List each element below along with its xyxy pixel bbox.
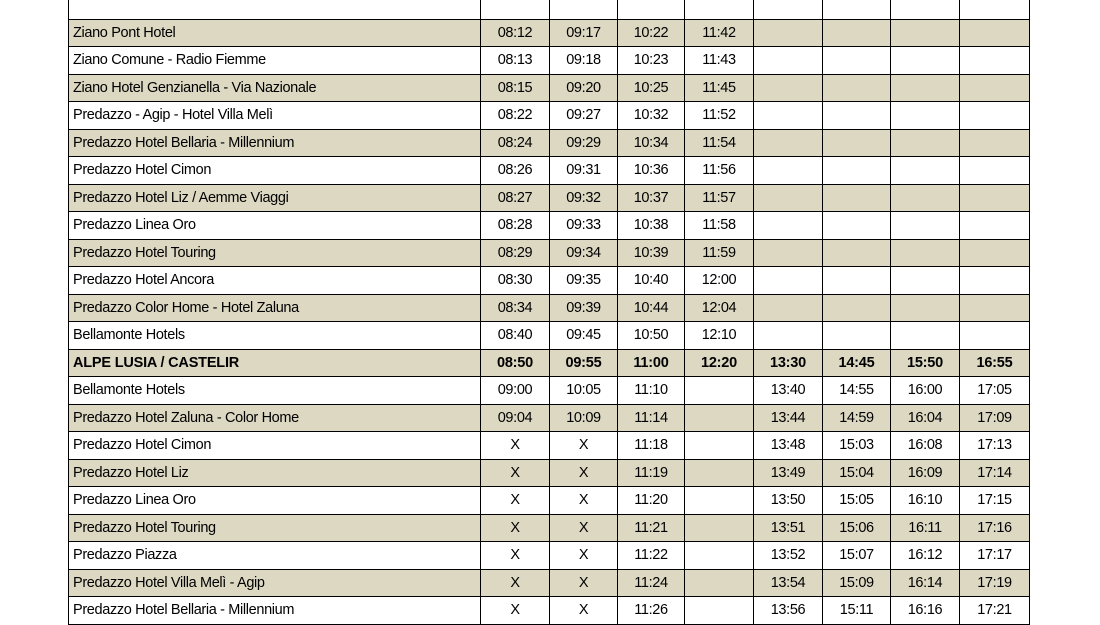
- departure-time-cell: [823, 47, 891, 75]
- departure-time-cell: [960, 129, 1030, 157]
- departure-time-cell: [891, 47, 960, 75]
- departure-time-cell: 17:21: [960, 597, 1030, 625]
- departure-time-cell: 17:16: [960, 514, 1030, 542]
- departure-time-cell: 09:55: [550, 349, 618, 377]
- departure-time-cell: [754, 322, 823, 350]
- departure-time-cell: X: [550, 597, 618, 625]
- departure-time-cell: 11:59: [685, 239, 754, 267]
- departure-time-cell: [960, 239, 1030, 267]
- departure-time-cell: [754, 294, 823, 322]
- departure-time-cell: [891, 212, 960, 240]
- stop-name-cell: Predazzo Piazza: [69, 542, 481, 570]
- departure-time-cell: 10:32: [618, 102, 685, 130]
- departure-time-cell: [685, 377, 754, 405]
- stop-name-cell: Predazzo Hotel Liz / Aemme Viaggi: [69, 184, 481, 212]
- departure-time-cell: 11:21: [618, 514, 685, 542]
- departure-time-cell: 08:30: [481, 267, 550, 295]
- departure-time-cell: 08:13: [481, 47, 550, 75]
- departure-time-cell: 12:04: [685, 294, 754, 322]
- stop-name-cell: Predazzo Linea Oro: [69, 212, 481, 240]
- departure-time-cell: [754, 267, 823, 295]
- departure-time-cell: [823, 239, 891, 267]
- table-row: [69, 597, 1030, 625]
- departure-time-cell: [960, 0, 1030, 19]
- table-row: [69, 239, 1030, 267]
- table-row: [69, 487, 1030, 515]
- departure-time-cell: 09:45: [550, 322, 618, 350]
- departure-time-cell: 12:10: [685, 322, 754, 350]
- departure-time-cell: [960, 74, 1030, 102]
- departure-time-cell: [481, 0, 550, 19]
- departure-time-cell: [685, 542, 754, 570]
- departure-time-cell: 16:55: [960, 349, 1030, 377]
- departure-time-cell: X: [481, 514, 550, 542]
- departure-time-cell: X: [481, 597, 550, 625]
- departure-time-cell: 09:34: [550, 239, 618, 267]
- departure-time-cell: [960, 267, 1030, 295]
- departure-time-cell: 13:30: [754, 349, 823, 377]
- departure-time-cell: 15:03: [823, 432, 891, 460]
- departure-time-cell: [754, 184, 823, 212]
- departure-time-cell: [754, 47, 823, 75]
- departure-time-cell: [685, 432, 754, 460]
- departure-time-cell: [823, 294, 891, 322]
- departure-time-cell: 17:15: [960, 487, 1030, 515]
- departure-time-cell: X: [481, 569, 550, 597]
- departure-time-cell: [891, 102, 960, 130]
- stop-name-cell: Predazzo Hotel Liz: [69, 459, 481, 487]
- stop-name-cell: Ziano Hotel Genzianella - Via Nazionale: [69, 74, 481, 102]
- table-row: [69, 569, 1030, 597]
- stop-name-cell: Predazzo Hotel Cimon: [69, 432, 481, 460]
- departure-time-cell: 08:26: [481, 157, 550, 185]
- table-row: [69, 322, 1030, 350]
- table-row: [69, 47, 1030, 75]
- departure-time-cell: 10:39: [618, 239, 685, 267]
- departure-time-cell: [891, 184, 960, 212]
- table-row: [69, 212, 1030, 240]
- departure-time-cell: X: [550, 432, 618, 460]
- departure-time-cell: X: [550, 569, 618, 597]
- departure-time-cell: 09:31: [550, 157, 618, 185]
- departure-time-cell: 15:05: [823, 487, 891, 515]
- departure-time-cell: 16:16: [891, 597, 960, 625]
- departure-time-cell: 08:40: [481, 322, 550, 350]
- departure-time-cell: 13:54: [754, 569, 823, 597]
- departure-time-cell: 10:40: [618, 267, 685, 295]
- departure-time-cell: 16:04: [891, 404, 960, 432]
- departure-time-cell: [960, 212, 1030, 240]
- departure-time-cell: 10:44: [618, 294, 685, 322]
- departure-time-cell: [754, 102, 823, 130]
- departure-time-cell: 08:50: [481, 349, 550, 377]
- departure-time-cell: [754, 129, 823, 157]
- departure-time-cell: [960, 47, 1030, 75]
- departure-time-cell: [891, 157, 960, 185]
- departure-time-cell: [754, 0, 823, 19]
- stop-name-cell: Predazzo Color Home - Hotel Zaluna: [69, 294, 481, 322]
- departure-time-cell: [891, 0, 960, 19]
- table-row: [69, 459, 1030, 487]
- departure-time-cell: [823, 322, 891, 350]
- stop-name-cell: Predazzo Hotel Touring: [69, 514, 481, 542]
- departure-time-cell: 17:17: [960, 542, 1030, 570]
- departure-time-cell: 09:39: [550, 294, 618, 322]
- table-row: [69, 377, 1030, 405]
- departure-time-cell: 10:37: [618, 184, 685, 212]
- departure-time-cell: 13:51: [754, 514, 823, 542]
- table-row: [69, 102, 1030, 130]
- departure-time-cell: 13:48: [754, 432, 823, 460]
- table-row: [69, 432, 1030, 460]
- departure-time-cell: 16:11: [891, 514, 960, 542]
- stop-name-cell: Predazzo Hotel Villa Melì - Agip: [69, 569, 481, 597]
- stop-name-cell: [69, 0, 481, 19]
- departure-time-cell: 15:09: [823, 569, 891, 597]
- table-row: [69, 514, 1030, 542]
- stop-name-cell: Predazzo Linea Oro: [69, 487, 481, 515]
- stop-name-cell: Predazzo - Agip - Hotel Villa Melì: [69, 102, 481, 130]
- departure-time-cell: 17:13: [960, 432, 1030, 460]
- departure-time-cell: 13:56: [754, 597, 823, 625]
- departure-time-cell: [685, 459, 754, 487]
- departure-time-cell: [685, 0, 754, 19]
- stop-name-cell: Bellamonte Hotels: [69, 377, 481, 405]
- departure-time-cell: [960, 19, 1030, 47]
- departure-time-cell: 13:50: [754, 487, 823, 515]
- stop-name-cell: Predazzo Hotel Bellaria - Millennium: [69, 597, 481, 625]
- departure-time-cell: 09:27: [550, 102, 618, 130]
- departure-time-cell: 11:20: [618, 487, 685, 515]
- departure-time-cell: 14:45: [823, 349, 891, 377]
- departure-time-cell: 09:20: [550, 74, 618, 102]
- departure-time-cell: [754, 19, 823, 47]
- departure-time-cell: 08:34: [481, 294, 550, 322]
- departure-time-cell: [960, 322, 1030, 350]
- departure-time-cell: X: [550, 514, 618, 542]
- table-row: [69, 404, 1030, 432]
- stop-name-cell: Ziano Comune - Radio Fiemme: [69, 47, 481, 75]
- departure-time-cell: [823, 212, 891, 240]
- departure-time-cell: [685, 597, 754, 625]
- departure-time-cell: 16:10: [891, 487, 960, 515]
- departure-time-cell: X: [481, 432, 550, 460]
- departure-time-cell: [823, 184, 891, 212]
- stop-name-cell: Predazzo Hotel Bellaria - Millennium: [69, 129, 481, 157]
- departure-time-cell: 09:32: [550, 184, 618, 212]
- departure-time-cell: [823, 102, 891, 130]
- departure-time-cell: [960, 294, 1030, 322]
- departure-time-cell: 11:22: [618, 542, 685, 570]
- table-row: [69, 157, 1030, 185]
- departure-time-cell: 11:54: [685, 129, 754, 157]
- departure-time-cell: 08:24: [481, 129, 550, 157]
- stop-name-cell: Bellamonte Hotels: [69, 322, 481, 350]
- departure-time-cell: 11:18: [618, 432, 685, 460]
- stop-name-cell: Predazzo Hotel Cimon: [69, 157, 481, 185]
- departure-time-cell: 10:36: [618, 157, 685, 185]
- departure-time-cell: [618, 0, 685, 19]
- departure-time-cell: 08:22: [481, 102, 550, 130]
- departure-time-cell: 17:05: [960, 377, 1030, 405]
- departure-time-cell: 09:17: [550, 19, 618, 47]
- departure-time-cell: 14:59: [823, 404, 891, 432]
- departure-time-cell: 15:50: [891, 349, 960, 377]
- departure-time-cell: 14:55: [823, 377, 891, 405]
- departure-time-cell: X: [481, 542, 550, 570]
- departure-time-cell: 08:12: [481, 19, 550, 47]
- departure-time-cell: 12:20: [685, 349, 754, 377]
- departure-time-cell: [823, 19, 891, 47]
- departure-time-cell: 08:28: [481, 212, 550, 240]
- departure-time-cell: 17:14: [960, 459, 1030, 487]
- departure-time-cell: [891, 267, 960, 295]
- departure-time-cell: 17:19: [960, 569, 1030, 597]
- departure-time-cell: 09:18: [550, 47, 618, 75]
- table-row: [69, 294, 1030, 322]
- departure-time-cell: 12:00: [685, 267, 754, 295]
- departure-time-cell: 13:44: [754, 404, 823, 432]
- departure-time-cell: 15:07: [823, 542, 891, 570]
- departure-time-cell: [550, 0, 618, 19]
- departure-time-cell: 15:06: [823, 514, 891, 542]
- departure-time-cell: [754, 212, 823, 240]
- departure-time-cell: [754, 157, 823, 185]
- departure-time-cell: X: [550, 487, 618, 515]
- departure-time-cell: 09:29: [550, 129, 618, 157]
- departure-time-cell: [823, 267, 891, 295]
- table-row: [69, 184, 1030, 212]
- stop-name-cell: ALPE LUSIA / CASTELIR: [69, 349, 481, 377]
- table-row: [69, 349, 1030, 377]
- departure-time-cell: 11:00: [618, 349, 685, 377]
- departure-time-cell: 10:25: [618, 74, 685, 102]
- table-row: [69, 542, 1030, 570]
- departure-time-cell: [685, 487, 754, 515]
- departure-time-cell: 16:00: [891, 377, 960, 405]
- departure-time-cell: 11:58: [685, 212, 754, 240]
- departure-time-cell: 10:50: [618, 322, 685, 350]
- stop-name-cell: Predazzo Hotel Zaluna - Color Home: [69, 404, 481, 432]
- table-row: [69, 0, 1030, 19]
- departure-time-cell: X: [481, 487, 550, 515]
- departure-time-cell: [960, 157, 1030, 185]
- departure-time-cell: [891, 74, 960, 102]
- departure-time-cell: 16:08: [891, 432, 960, 460]
- departure-time-cell: [685, 404, 754, 432]
- timetable-sheet: [68, 0, 1028, 625]
- departure-time-cell: 13:40: [754, 377, 823, 405]
- departure-time-cell: 16:09: [891, 459, 960, 487]
- departure-time-cell: 08:27: [481, 184, 550, 212]
- departure-time-cell: 11:10: [618, 377, 685, 405]
- departure-time-cell: [823, 0, 891, 19]
- departure-time-cell: 10:38: [618, 212, 685, 240]
- bus-timetable: [68, 0, 1030, 625]
- departure-time-cell: 11:45: [685, 74, 754, 102]
- departure-time-cell: X: [550, 542, 618, 570]
- departure-time-cell: [685, 514, 754, 542]
- departure-time-cell: [823, 157, 891, 185]
- departure-time-cell: [823, 129, 891, 157]
- departure-time-cell: [891, 239, 960, 267]
- departure-time-cell: [891, 294, 960, 322]
- departure-time-cell: [823, 74, 891, 102]
- departure-time-cell: 08:15: [481, 74, 550, 102]
- timetable-body: [69, 0, 1030, 624]
- stop-name-cell: Predazzo Hotel Touring: [69, 239, 481, 267]
- departure-time-cell: 11:56: [685, 157, 754, 185]
- departure-time-cell: X: [550, 459, 618, 487]
- departure-time-cell: 10:23: [618, 47, 685, 75]
- departure-time-cell: 15:04: [823, 459, 891, 487]
- departure-time-cell: 08:29: [481, 239, 550, 267]
- table-row: [69, 129, 1030, 157]
- departure-time-cell: 11:26: [618, 597, 685, 625]
- departure-time-cell: [891, 322, 960, 350]
- table-row: [69, 74, 1030, 102]
- departure-time-cell: X: [481, 459, 550, 487]
- departure-time-cell: 13:49: [754, 459, 823, 487]
- departure-time-cell: [960, 184, 1030, 212]
- departure-time-cell: 11:43: [685, 47, 754, 75]
- departure-time-cell: [685, 569, 754, 597]
- departure-time-cell: 11:52: [685, 102, 754, 130]
- departure-time-cell: [754, 74, 823, 102]
- departure-time-cell: 11:14: [618, 404, 685, 432]
- departure-time-cell: [960, 102, 1030, 130]
- departure-time-cell: 10:22: [618, 19, 685, 47]
- departure-time-cell: 11:42: [685, 19, 754, 47]
- departure-time-cell: 09:00: [481, 377, 550, 405]
- departure-time-cell: 10:05: [550, 377, 618, 405]
- departure-time-cell: 15:11: [823, 597, 891, 625]
- stop-name-cell: Ziano Pont Hotel: [69, 19, 481, 47]
- departure-time-cell: 09:04: [481, 404, 550, 432]
- departure-time-cell: 17:09: [960, 404, 1030, 432]
- departure-time-cell: 10:34: [618, 129, 685, 157]
- departure-time-cell: 13:52: [754, 542, 823, 570]
- table-row: [69, 19, 1030, 47]
- stop-name-cell: Predazzo Hotel Ancora: [69, 267, 481, 295]
- departure-time-cell: [891, 129, 960, 157]
- departure-time-cell: 11:57: [685, 184, 754, 212]
- departure-time-cell: 11:24: [618, 569, 685, 597]
- departure-time-cell: 11:19: [618, 459, 685, 487]
- departure-time-cell: 09:33: [550, 212, 618, 240]
- departure-time-cell: [891, 19, 960, 47]
- table-row: [69, 267, 1030, 295]
- departure-time-cell: 10:09: [550, 404, 618, 432]
- departure-time-cell: 09:35: [550, 267, 618, 295]
- departure-time-cell: [754, 239, 823, 267]
- departure-time-cell: 16:12: [891, 542, 960, 570]
- departure-time-cell: 16:14: [891, 569, 960, 597]
